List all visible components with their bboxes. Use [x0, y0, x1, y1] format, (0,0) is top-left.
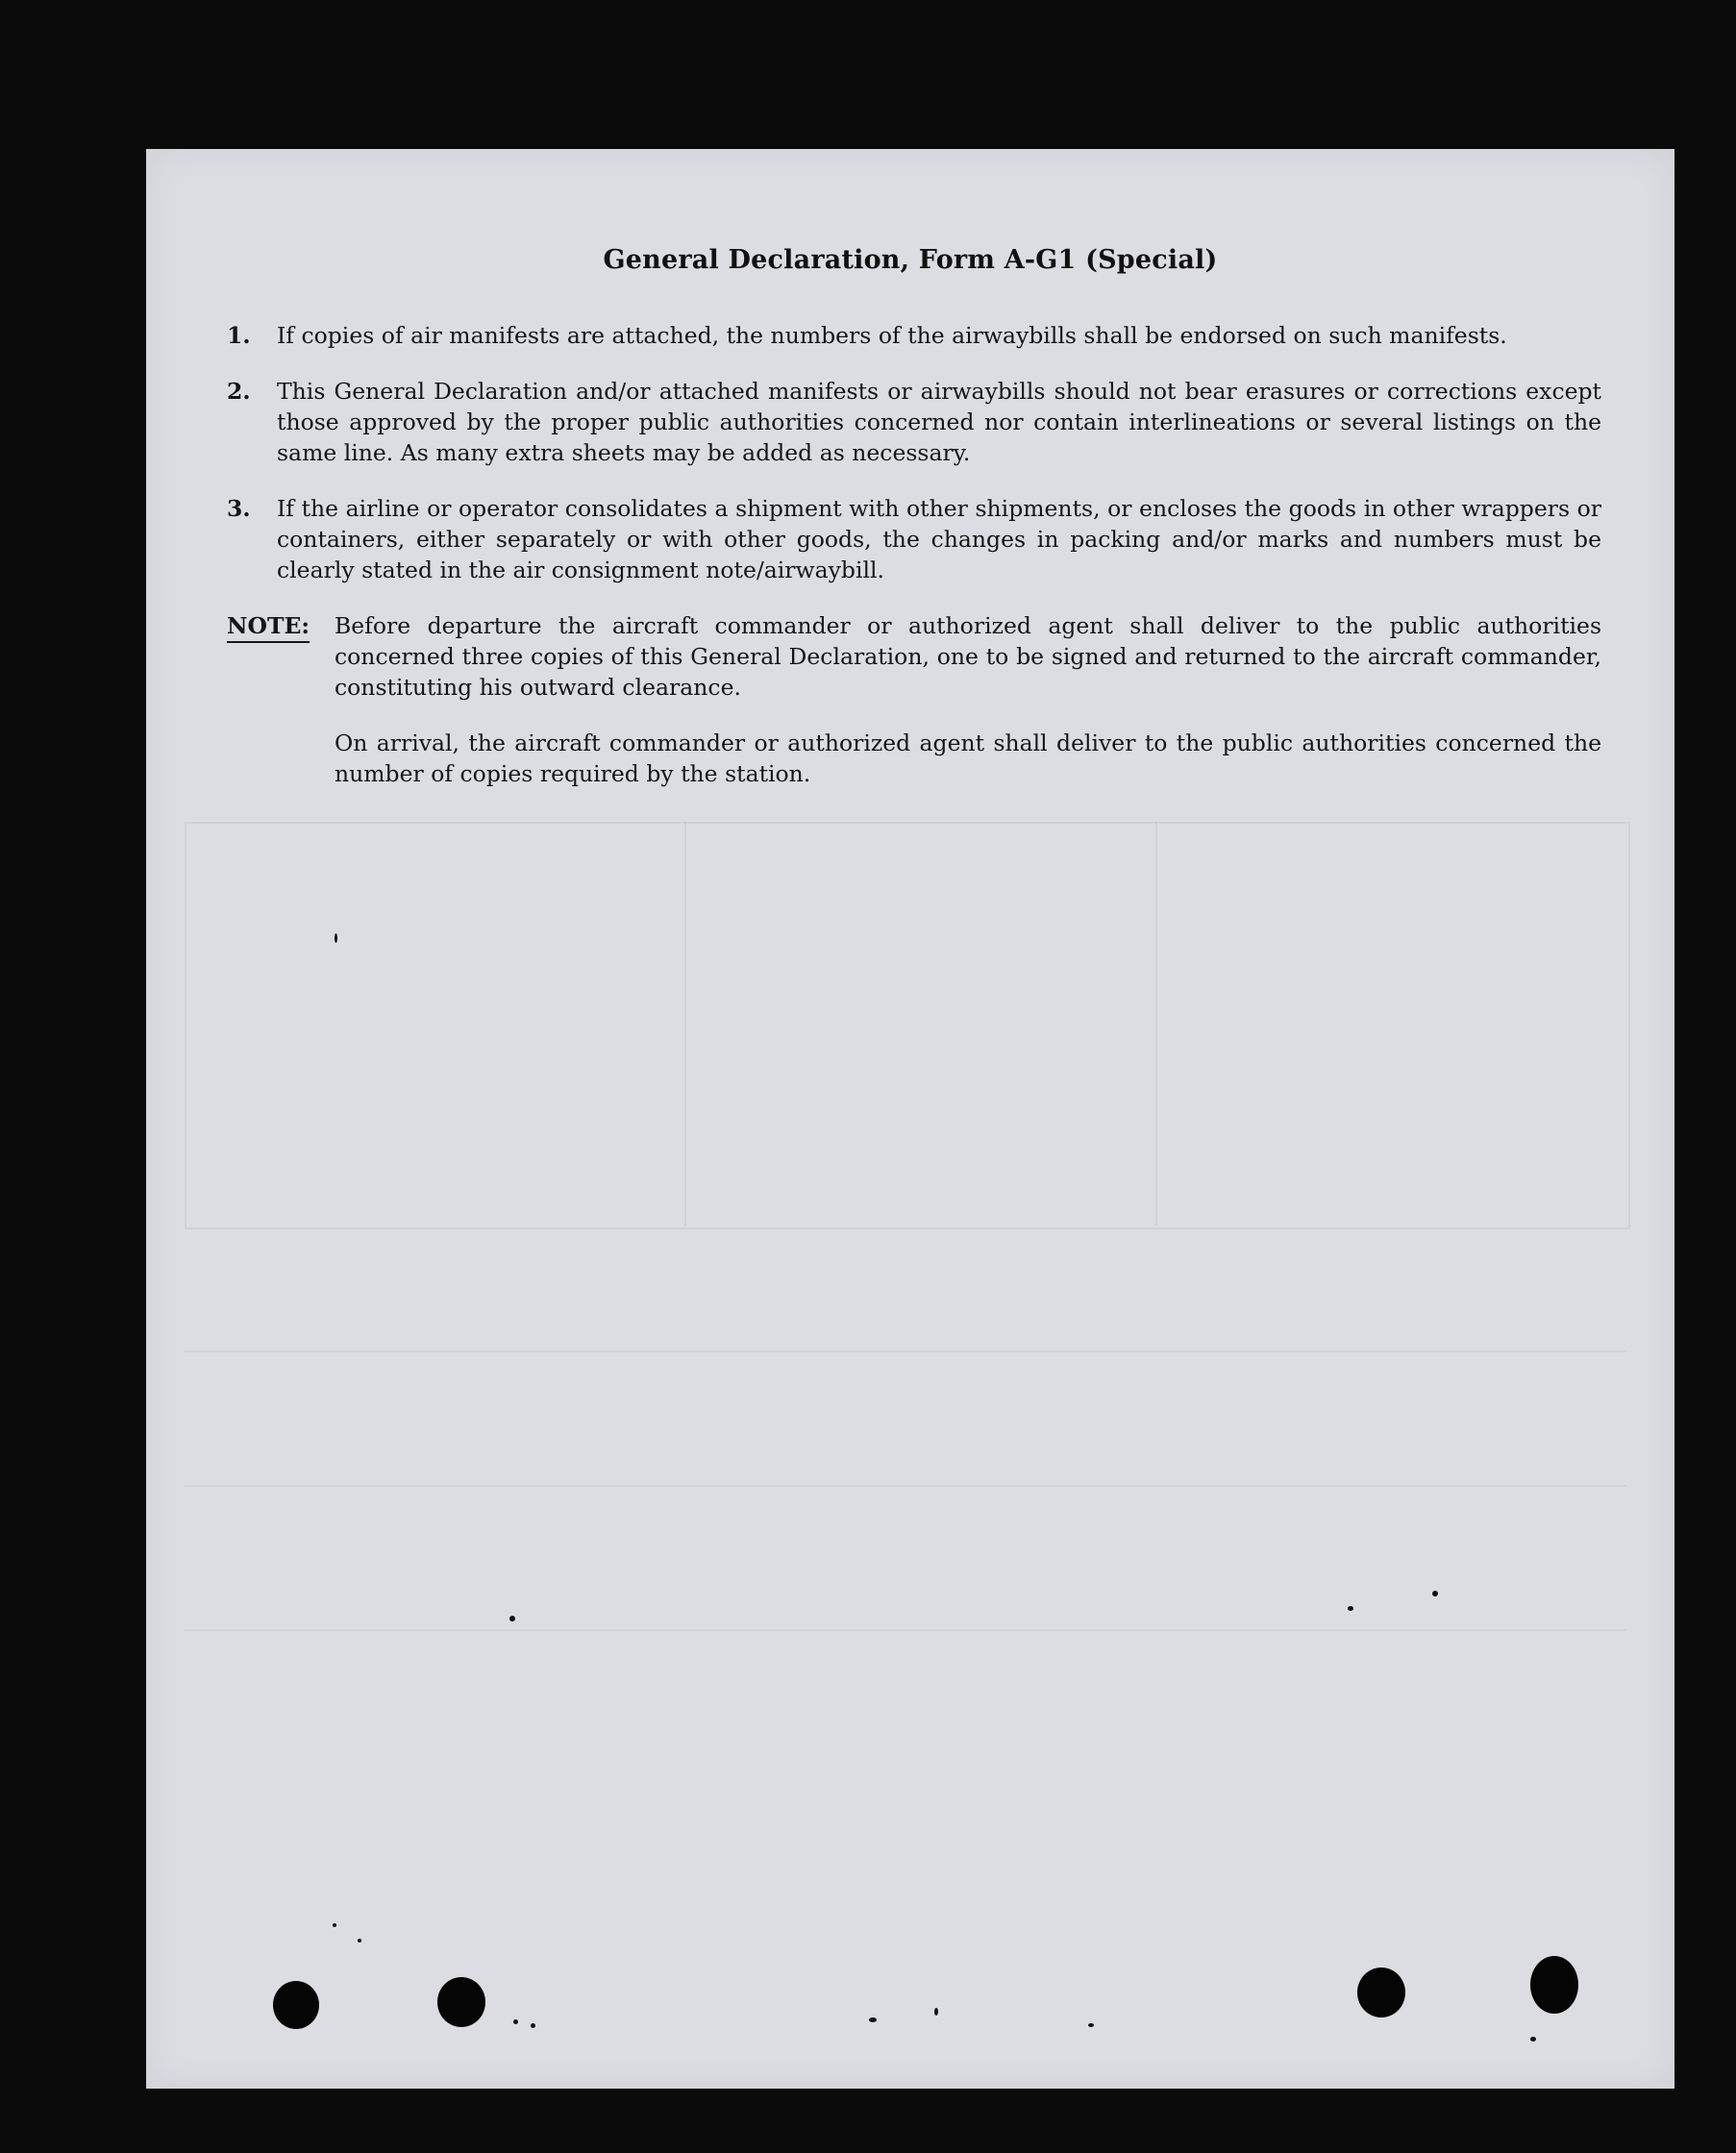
punch-hole — [1530, 1956, 1578, 2014]
list-item — [227, 376, 1601, 468]
speck — [333, 1923, 336, 1927]
speck — [531, 2023, 535, 2028]
speck — [934, 2008, 938, 2016]
speck — [358, 1939, 361, 1943]
speck — [1088, 2023, 1094, 2027]
show-through-box — [185, 822, 1630, 1229]
note-paragraph: Before departure the aircraft commander or authorized agent shall deliver to the public authorities concerned three copies of this General Declaration, one to be signed and returned to the aircraft commander, constituting his outward clearance. — [335, 612, 1601, 701]
show-through-line — [1155, 822, 1157, 1225]
punch-hole — [273, 1981, 319, 2029]
list-item — [227, 493, 1601, 585]
punch-hole — [1357, 1967, 1405, 2017]
speck — [513, 2019, 518, 2024]
speck — [1432, 1591, 1438, 1596]
speck — [1530, 2037, 1536, 2042]
show-through-line — [684, 822, 686, 1225]
speck — [1348, 1606, 1353, 1611]
instructions-list — [227, 320, 1601, 814]
note-label-text: NOTE: — [227, 612, 310, 643]
document-title: General Declaration, Form A-G1 (Special) — [603, 245, 1218, 275]
item-text: If the airline or operator consolidates a shipment with other shipments, or encloses the goods in other wrappers or containers, either separately or with other goods, the changes in packing and/or marks and numbers must be clearly stated in the air consignment note/airwaybill. — [277, 495, 1601, 583]
speck — [869, 2017, 877, 2022]
show-through-line — [185, 1629, 1626, 1631]
note-paragraph: On arrival, the aircraft commander or authorized agent shall deliver to the public authorities concerned the number of copies required by the station. — [335, 730, 1601, 787]
speck — [509, 1616, 515, 1621]
document-page — [146, 149, 1674, 2089]
note-label — [227, 610, 335, 814]
punch-hole — [437, 1977, 485, 2027]
note-body — [335, 610, 1601, 814]
speck — [335, 933, 337, 943]
item-number: 3. — [227, 495, 251, 522]
item-text: This General Declaration and/or attached manifests or airwaybills should not bear erasures or corrections except those approved by the proper public authorities concerned nor contain interlineations or several listings on the same line. As many extra sheets may be added as necessary. — [277, 378, 1601, 466]
item-number: 2. — [227, 378, 251, 405]
item-text: If copies of air manifests are attached, the numbers of the airwaybills shall be endorsed on such manifests. — [277, 322, 1507, 349]
note-section — [227, 610, 1601, 814]
item-number: 1. — [227, 322, 251, 349]
show-through-line — [185, 1485, 1626, 1487]
show-through-line — [185, 1350, 1626, 1352]
list-item — [227, 320, 1601, 351]
